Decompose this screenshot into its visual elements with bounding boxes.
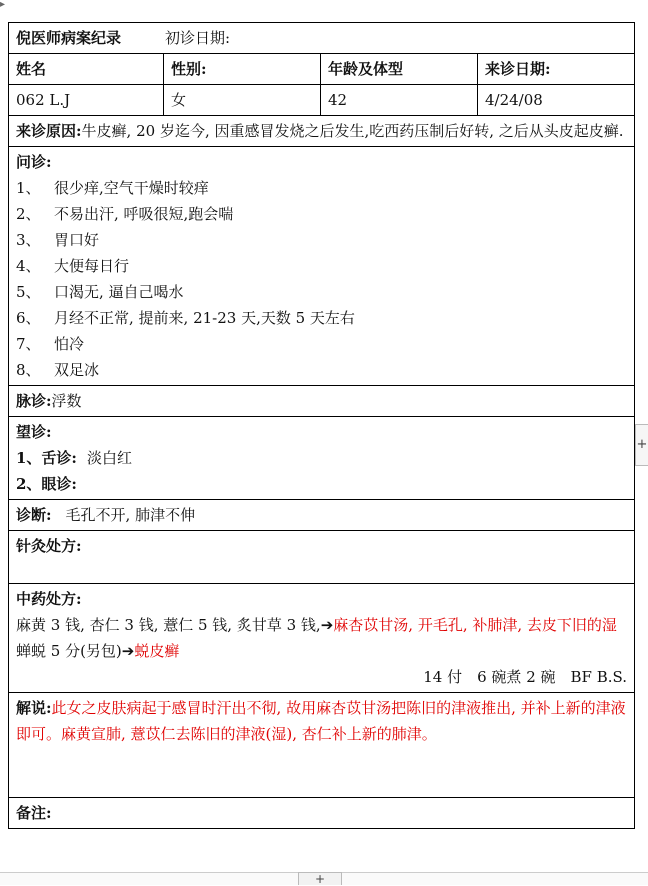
patient-values-row xyxy=(9,85,635,116)
inquiry-item xyxy=(16,357,627,383)
inquiry-item-text: 双足冰 xyxy=(54,361,100,379)
header-gender: 性别: xyxy=(164,54,321,85)
inquiry-item-text: 不易出汗, 呼吸很短,跑会喘 xyxy=(54,205,234,223)
herbal-formula-note: 麻杏苡甘汤, 开毛孔, 补肺津, 去皮下旧的湿 xyxy=(333,616,617,634)
eye-label: 2、眼诊: xyxy=(16,475,77,493)
patient-age: 42 xyxy=(321,85,478,116)
patient-visit-date: 4/24/08 xyxy=(478,85,635,116)
inquiry-item xyxy=(16,227,627,253)
explanation-text: 此女之皮肤病起于感冒时汗出不彻, 故用麻杏苡甘汤把陈旧的津液推出, 并补上新的津液即可。麻黄宣肺, 薏苡仁去陈旧的津液(湿), 杏仁补上新的肺津。 xyxy=(16,699,626,743)
title-row xyxy=(9,23,635,54)
inquiry-item-text: 怕冷 xyxy=(54,335,85,353)
patient-name: 062 L.J xyxy=(9,85,164,116)
plus-icon: + xyxy=(314,872,326,886)
herbal-line-1 xyxy=(16,612,627,638)
inquiry-item-text: 很少痒,空气干燥时较痒 xyxy=(54,179,209,197)
inquiry-item-num: 1、 xyxy=(16,179,41,197)
patient-gender: 女 xyxy=(164,85,321,116)
arrow-icon: ➔ xyxy=(121,642,135,660)
inquiry-item-num: 8、 xyxy=(16,361,41,379)
inquiry-item-num: 3、 xyxy=(16,231,41,249)
medical-record-sheet xyxy=(8,22,634,829)
inquiry-item xyxy=(16,201,627,227)
inquiry-item-num: 4、 xyxy=(16,257,41,275)
notes-row xyxy=(9,798,635,829)
observation-label: 望诊: xyxy=(16,423,52,441)
reason-text: 牛皮癣, 20 岁迄今, 因重感冒发烧之后发生,吃西药压制后好转, 之后从头皮起皮癣. xyxy=(81,122,624,140)
first-visit-label: 初诊日期: xyxy=(165,29,231,47)
acupuncture-row xyxy=(9,531,635,584)
herbal-line-2 xyxy=(16,638,627,664)
patient-header-row xyxy=(9,54,635,85)
diagnosis-text: 毛孔不开, 肺津不伸 xyxy=(65,506,196,524)
inquiry-item-num: 5、 xyxy=(16,283,41,301)
record-title: 倪医师病案纪录 xyxy=(16,29,122,47)
herbal-additional-note: 蜕皮癣 xyxy=(134,642,180,660)
medical-record-table xyxy=(8,22,635,829)
pulse-row xyxy=(9,386,635,417)
inquiry-label: 问诊: xyxy=(16,153,52,171)
pulse-label: 脉诊: xyxy=(16,392,52,410)
notes-label: 备注: xyxy=(16,804,52,822)
diagnosis-row xyxy=(9,500,635,531)
herbal-row xyxy=(9,584,635,693)
header-name: 姓名 xyxy=(9,54,164,85)
inquiry-item-text: 口渴无, 逼自己喝水 xyxy=(54,283,184,301)
tongue-label: 1、舌诊: xyxy=(16,449,77,467)
inquiry-item-text: 大便每日行 xyxy=(54,257,130,275)
herbal-additional: 蝉蜕 5 分(另包) xyxy=(16,642,122,660)
tongue-line xyxy=(16,445,627,471)
header-visit-date: 来诊日期: xyxy=(478,54,635,85)
page-corner-mark: ▸ xyxy=(0,0,6,10)
explanation-row xyxy=(9,693,635,798)
inquiry-item-text: 月经不正常, 提前来, 21-23 天,天数 5 天左右 xyxy=(54,309,355,327)
inquiry-item xyxy=(16,253,627,279)
diagnosis-label: 诊断: xyxy=(16,506,52,524)
inquiry-item-text: 胃口好 xyxy=(54,231,100,249)
herbal-ingredients: 麻黄 3 钱, 杏仁 3 钱, 薏仁 5 钱, 炙甘草 3 钱, xyxy=(16,616,321,634)
header-age-build: 年龄及体型 xyxy=(321,54,478,85)
pulse-text: 浮数 xyxy=(51,392,82,410)
reason-row xyxy=(9,116,635,147)
herbal-label: 中药处方: xyxy=(16,590,82,608)
tongue-text: 淡白红 xyxy=(86,449,132,467)
inquiry-item xyxy=(16,305,627,331)
inquiry-item-num: 2、 xyxy=(16,205,41,223)
inquiry-item xyxy=(16,279,627,305)
observation-row xyxy=(9,417,635,500)
side-expand-handle[interactable] xyxy=(635,424,648,466)
reason-label: 来诊原因: xyxy=(16,122,82,140)
bottom-expand-handle[interactable] xyxy=(298,872,342,885)
herbal-dosage: 14 付 6 碗煮 2 碗 BF B.S. xyxy=(423,668,628,686)
inquiry-row xyxy=(9,147,635,386)
inquiry-item-num: 6、 xyxy=(16,309,41,327)
inquiry-item xyxy=(16,331,627,357)
arrow-icon: ➔ xyxy=(320,616,334,634)
inquiry-item-num: 7、 xyxy=(16,335,41,353)
plus-icon: + xyxy=(636,437,648,452)
acupuncture-label: 针灸处方: xyxy=(16,537,82,555)
explanation-label: 解说: xyxy=(16,699,52,717)
inquiry-item xyxy=(16,175,627,201)
